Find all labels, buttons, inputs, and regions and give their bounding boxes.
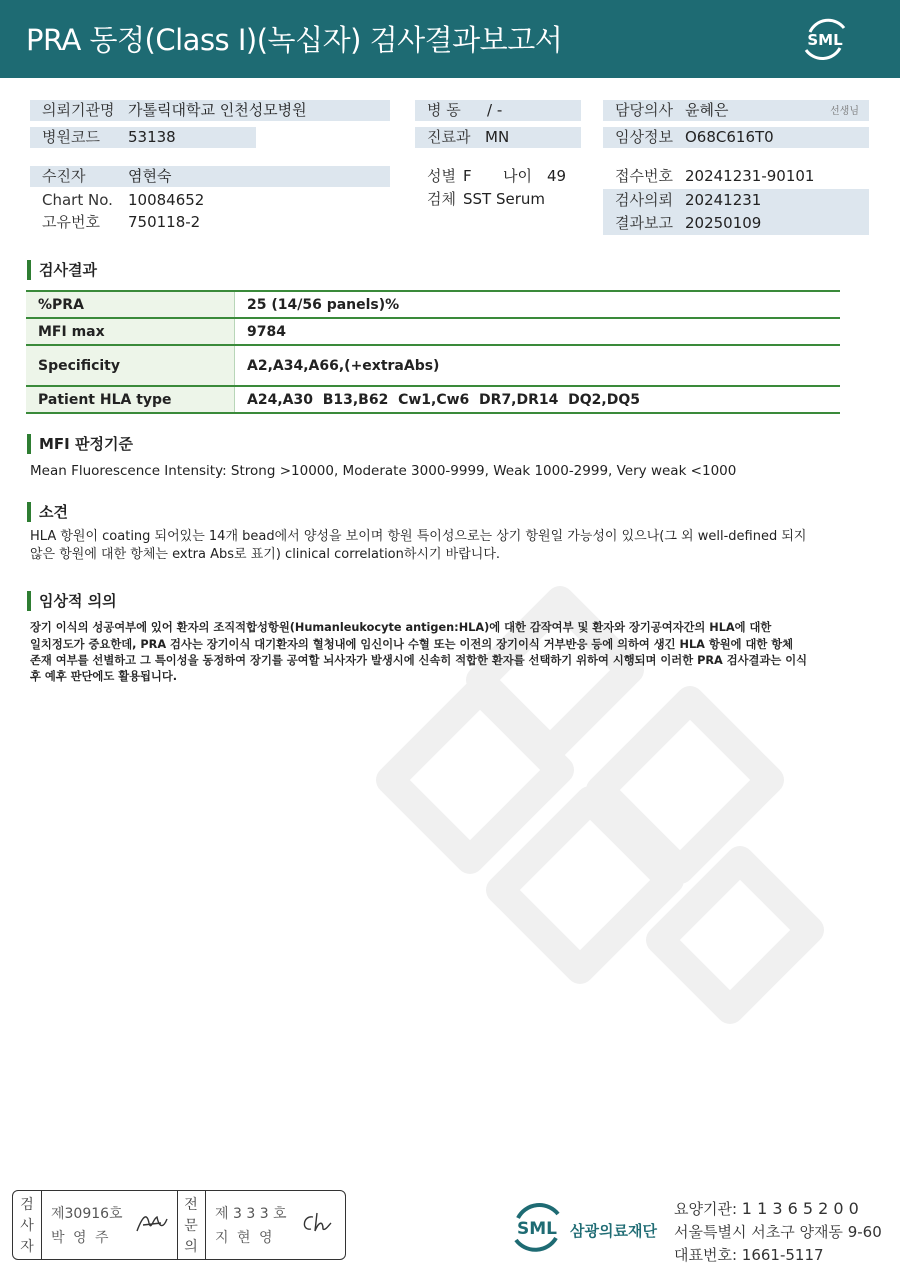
result-key: Specificity [26,345,235,386]
specimen-row [415,189,595,210]
chart-no-value: 10084652 [128,191,205,209]
request-date-label: 검사의뢰 [615,191,673,209]
results-table [26,290,840,414]
findings-line-1: HLA 항원이 coating 되어있는 14개 bead에서 양성을 보이며 항원 특이성으로는 상기 항원일 가능성이 있으나(그 외 well-defined 되지 [30,529,807,544]
age-label: 나이 [503,167,532,185]
org-name: 삼광의료재단 [570,1222,657,1240]
sex-age-row [415,166,595,187]
specialist-label: 전 문 의 [184,1197,198,1255]
specimen-value: SST Serum [463,190,546,208]
tester-signature [133,1209,175,1237]
care-institution-label: 요양기관: [674,1200,738,1218]
chart-no-row [30,190,390,211]
result-value: A2,A34,A66,(+extraAbs) [235,345,841,386]
care-institution-row [674,1198,859,1219]
result-value: 9784 [235,318,841,345]
report-date-value: 20250109 [685,214,762,232]
institution-value: 가톨릭대학교 인천성모병원 [128,101,307,119]
report-date-label: 결과보고 [615,214,673,232]
results-heading: 검사결과 [27,260,97,280]
logo-text: SML [807,31,843,49]
clinical-info-value: O68C616T0 [685,128,774,146]
clinical-info-row [603,127,869,148]
doctor-row [603,100,869,121]
clinical-line-2: 일치정도가 중요한데, PRA 검사는 장기이식 대기환자의 혈청내에 임신이나 수혈 또는 이전의 장기이식 거부반응 등에 의하여 생긴 HLA 항원에 대한 항체 [30,638,794,651]
findings-heading: 소견 [27,502,68,522]
request-date-row [603,190,869,211]
result-key: %PRA [26,291,235,318]
specialist-signature [297,1209,337,1237]
sex-value: F [463,167,472,185]
specialist-name: 지 현 영 [215,1230,275,1246]
receipt-no-label: 접수번호 [615,167,673,185]
department-value: MN [485,128,510,146]
care-institution-no: 1 1 3 6 5 2 0 0 [741,1199,859,1218]
divider [177,1191,178,1259]
clinical-significance-heading: 임상적 의의 [27,591,117,611]
table-row [26,318,840,345]
tester-name: 박 영 주 [51,1230,111,1246]
department-row [415,127,581,148]
hospital-code-row [30,127,256,148]
hospital-code-label: 병원코드 [42,128,100,146]
ward-label: 병 동 [427,101,461,119]
request-date-value: 20241231 [685,191,762,209]
result-key: Patient HLA type [26,386,235,413]
phone-label: 대표번호: [674,1246,738,1264]
institution-label: 의뢰기관명 [42,101,115,119]
report-title: PRA 동정(Class I)(녹십자) 검사결과보고서 [26,23,563,57]
signature-box [12,1190,346,1260]
specimen-label: 검체 [427,190,456,208]
result-value: A24,A30 B13,B62 Cw1,Cw6 DR7,DR14 DQ2,DQ5 [235,386,841,413]
unique-no-row [30,212,390,233]
report-header [0,0,900,78]
hospital-code-value: 53138 [128,128,176,146]
result-key: MFI max [26,318,235,345]
clinical-line-3: 존재 여부를 선별하고 그 특이성을 동정하여 장기를 공여할 뇌사자가 발생시에 신속히 적합한 환자를 선택하기 위하여 시행되며 이러한 PRA 검사결과는 이식 [30,654,808,667]
clinical-line-1: 장기 이식의 성공여부에 있어 환자의 조직적합성항원(Humanleukocyte antigen:HLA)에 대한 감작여부 및 환자와 장기공여자간의 HLA에 대한 [30,621,772,634]
divider [41,1191,42,1259]
table-row [26,345,840,386]
patient-value: 염현숙 [128,167,172,185]
address: 서울특별시 서초구 양재동 9-60 [674,1223,882,1241]
findings-line-2: 않은 항원에 대한 항체는 extra Abs로 표기) clinical correlation하시기 바랍니다. [30,547,501,562]
result-value: 25 (14/56 panels)% [235,291,841,318]
table-row [26,291,840,318]
institution-row [30,100,390,121]
chart-no-label: Chart No. [42,191,113,209]
department-label: 진료과 [427,128,471,146]
clinical-line-4: 후 예후 판단에도 활용됩니다. [30,670,178,683]
clinical-info-label: 임상정보 [615,128,673,146]
divider [205,1191,206,1259]
table-row [26,386,840,413]
phone-value: 1661-5117 [741,1246,824,1264]
phone-row [674,1244,824,1265]
footer-logo-text: SML [517,1219,557,1239]
receipt-no-value: 20241231-90101 [685,167,815,185]
age-value: 49 [547,167,567,185]
mfi-text: Mean Fluorescence Intensity: Strong >10000, Moderate 3000-9999, Weak 1000-2999, Very weak <1000 [30,463,737,479]
doctor-label: 담당의사 [615,101,673,119]
patient-label: 수진자 [42,167,86,185]
specialist-license: 제 3 3 3 호 [215,1206,287,1222]
sml-logo-icon [800,14,850,64]
ward-row [415,100,581,121]
tester-label: 검 사 자 [20,1197,34,1255]
ward-value: / - [487,101,503,119]
receipt-no-row [603,166,869,187]
report-date-row [603,213,869,234]
tester-license: 제30916호 [51,1206,123,1222]
unique-no-value: 750118-2 [128,213,201,231]
sml-footer-logo-icon [508,1198,566,1256]
doctor-suffix: 선생님 [830,106,859,117]
mfi-heading: MFI 판정기준 [27,434,133,454]
unique-no-label: 고유번호 [42,213,100,231]
sex-label: 성별 [427,167,456,185]
patient-row [30,166,390,187]
doctor-value: 윤혜은 [685,101,729,119]
